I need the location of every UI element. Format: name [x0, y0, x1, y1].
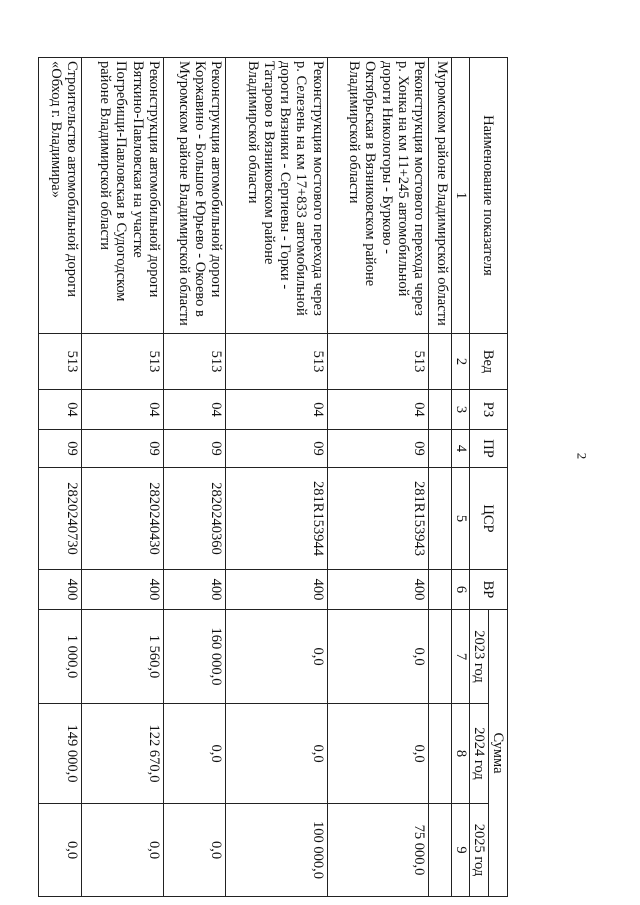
page-number: 2 — [574, 452, 590, 460]
table-row — [327, 58, 429, 897]
row-pr: 09 — [327, 430, 429, 468]
row-sum-2024: 0,0 — [163, 704, 225, 804]
index-cell: 1 — [452, 58, 469, 334]
header-sum: Сумма — [488, 610, 507, 897]
row-vr: 400 — [327, 570, 429, 610]
row-vr: 400 — [39, 570, 82, 610]
table-row — [81, 58, 163, 897]
row-sum-2025 — [429, 804, 452, 897]
header-name: Наименование показателя — [469, 58, 507, 334]
row-rz — [429, 390, 452, 430]
row-name: Строительство автомобильной дороги «Обход г. Владимира» — [39, 58, 82, 334]
index-cell: 5 — [452, 468, 469, 570]
row-name: Реконструкция мостового перехода через р. Хонка на км 11+245 автомобильной дороги Никологоры - Бурково - Октябрьская в Вязниковском районе Владимирской области — [327, 58, 429, 334]
row-pr — [429, 430, 452, 468]
row-sum-2024: 0,0 — [226, 704, 328, 804]
row-rz: 04 — [327, 390, 429, 430]
row-rz: 04 — [81, 390, 163, 430]
budget-table-container — [38, 57, 508, 896]
header-vr: ВР — [469, 570, 507, 610]
row-csr: 2820240430 — [81, 468, 163, 570]
row-sum-2025: 100 000,0 — [226, 804, 328, 897]
row-csr: 2820240730 — [39, 468, 82, 570]
index-cell: 3 — [452, 390, 469, 430]
row-ved: 513 — [81, 334, 163, 390]
row-name: Реконструкция мостового перехода через р. Селезень на км 17+833 автомобильной дороги Вязники - Сергиевы - Горки - Татарово в Вязниковском районе Владимирской области — [226, 58, 328, 334]
row-vr: 400 — [226, 570, 328, 610]
table-row — [429, 58, 452, 897]
row-sum-2023: 1 000,0 — [39, 610, 82, 704]
row-pr: 09 — [226, 430, 328, 468]
table-row — [163, 58, 225, 897]
row-csr — [429, 468, 452, 570]
row-name: Реконструкция автомобильной дороги Вяткино-Павловская на участке Погребищи-Павловская в Судогодском районе Владимирской области — [81, 58, 163, 334]
row-ved: 513 — [226, 334, 328, 390]
header-csr: ЦСР — [469, 468, 507, 570]
row-ved: 513 — [163, 334, 225, 390]
index-cell: 6 — [452, 570, 469, 610]
row-sum-2023 — [429, 610, 452, 704]
index-cell: 4 — [452, 430, 469, 468]
row-ved: 513 — [327, 334, 429, 390]
row-rz: 04 — [226, 390, 328, 430]
header-ved: Вед — [469, 334, 507, 390]
row-sum-2023: 160 000,0 — [163, 610, 225, 704]
row-sum-2024: 0,0 — [327, 704, 429, 804]
header-2023: 2023 год — [469, 610, 488, 704]
header-row-1 — [488, 58, 507, 897]
row-sum-2023: 0,0 — [327, 610, 429, 704]
row-pr: 09 — [39, 430, 82, 468]
header-rz: РЗ — [469, 390, 507, 430]
row-sum-2025: 0,0 — [163, 804, 225, 897]
index-cell: 7 — [452, 610, 469, 704]
row-name: Муромском районе Владимирской области — [429, 58, 452, 334]
row-ved: 513 — [39, 334, 82, 390]
row-sum-2025: 0,0 — [81, 804, 163, 897]
row-sum-2024 — [429, 704, 452, 804]
budget-table — [38, 57, 508, 897]
header-pr: ПР — [469, 430, 507, 468]
row-csr: 281R153944 — [226, 468, 328, 570]
row-sum-2023: 0,0 — [226, 610, 328, 704]
row-sum-2024: 149 000,0 — [39, 704, 82, 804]
row-name: Реконструкция автомобильной дороги Коржавино - Большое Юрьево - Окоево в Муромском районе Владимирской области — [163, 58, 225, 334]
row-ved — [429, 334, 452, 390]
header-2024: 2024 год — [469, 704, 488, 804]
row-pr: 09 — [81, 430, 163, 468]
table-row — [226, 58, 328, 897]
row-sum-2025: 0,0 — [39, 804, 82, 897]
index-cell: 9 — [452, 804, 469, 897]
row-rz: 04 — [39, 390, 82, 430]
index-cell: 2 — [452, 334, 469, 390]
row-csr: 2820240360 — [163, 468, 225, 570]
row-rz: 04 — [163, 390, 225, 430]
header-2025: 2025 год — [469, 804, 488, 897]
row-sum-2024: 122 670,0 — [81, 704, 163, 804]
row-vr: 400 — [81, 570, 163, 610]
column-index-row — [452, 58, 469, 897]
row-vr — [429, 570, 452, 610]
row-sum-2025: 75 000,0 — [327, 804, 429, 897]
row-sum-2023: 1 560,0 — [81, 610, 163, 704]
table-row — [39, 58, 82, 897]
row-pr: 09 — [163, 430, 225, 468]
row-vr: 400 — [163, 570, 225, 610]
row-csr: 281R153943 — [327, 468, 429, 570]
index-cell: 8 — [452, 704, 469, 804]
